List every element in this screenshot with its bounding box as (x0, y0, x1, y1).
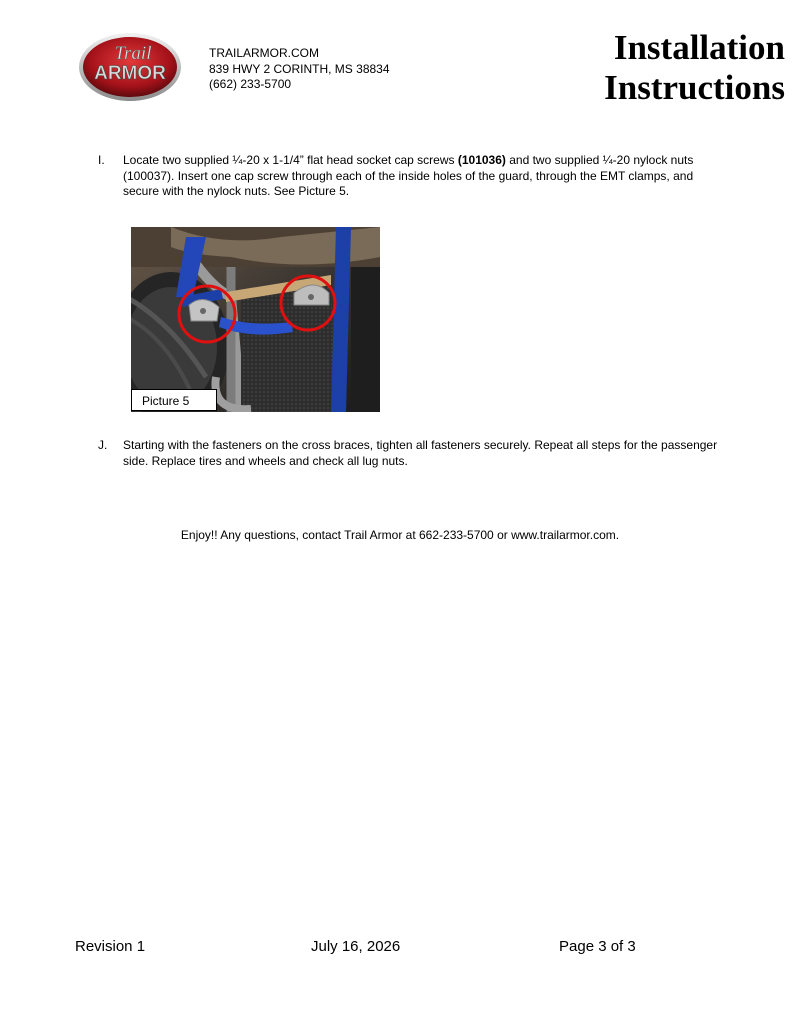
footer-date: July 16, 2026 (311, 938, 401, 955)
company-info (209, 46, 390, 93)
step-text: Starting with the fasteners on the cross braces, tighten all fasteners securely. Repeat all steps for the passenger side. Replace tires and wheels and check all lug nuts. (123, 438, 718, 468)
trail-armor-logo (78, 32, 182, 102)
footer-revision: Revision 1 (75, 938, 146, 955)
step-text-part-a: Locate two supplied ¼-20 x 1-1/4” flat head socket cap screws (123, 153, 458, 167)
document-title (604, 28, 785, 108)
svg-text:Trail: Trail (114, 43, 152, 64)
company-address: 839 HWY 2 CORINTH, MS 38834 (209, 61, 390, 76)
step-i (98, 153, 728, 200)
company-phone: (662) 233-5700 (209, 77, 292, 91)
step-marker: I. (98, 153, 105, 167)
step-text-part-b: and two supplied ¼-20 nylock nuts (100037). Insert one cap screw through each of the inside holes of the guard, through the EMT clamps, and secure with the nylock nuts. See Picture 5. (123, 153, 694, 198)
footer-page-number: Page 3 of 3 (559, 938, 636, 955)
closing-note: Enjoy!! Any questions, contact Trail Armor at 662-233-5700 or www.trailarmor.com. (180, 528, 620, 542)
picture-caption: Picture 5 (131, 389, 217, 411)
svg-text:ARMOR: ARMOR (94, 63, 166, 84)
step-text (123, 153, 723, 200)
part-number-bold: (101036) (457, 153, 506, 167)
company-website: TRAILARMOR.COM (209, 46, 320, 60)
title-line-1: Installation (613, 28, 785, 67)
title-line-2: Instructions (604, 68, 785, 107)
step-marker: J. (98, 438, 108, 452)
installation-photo (131, 227, 380, 412)
step-j (98, 438, 728, 469)
